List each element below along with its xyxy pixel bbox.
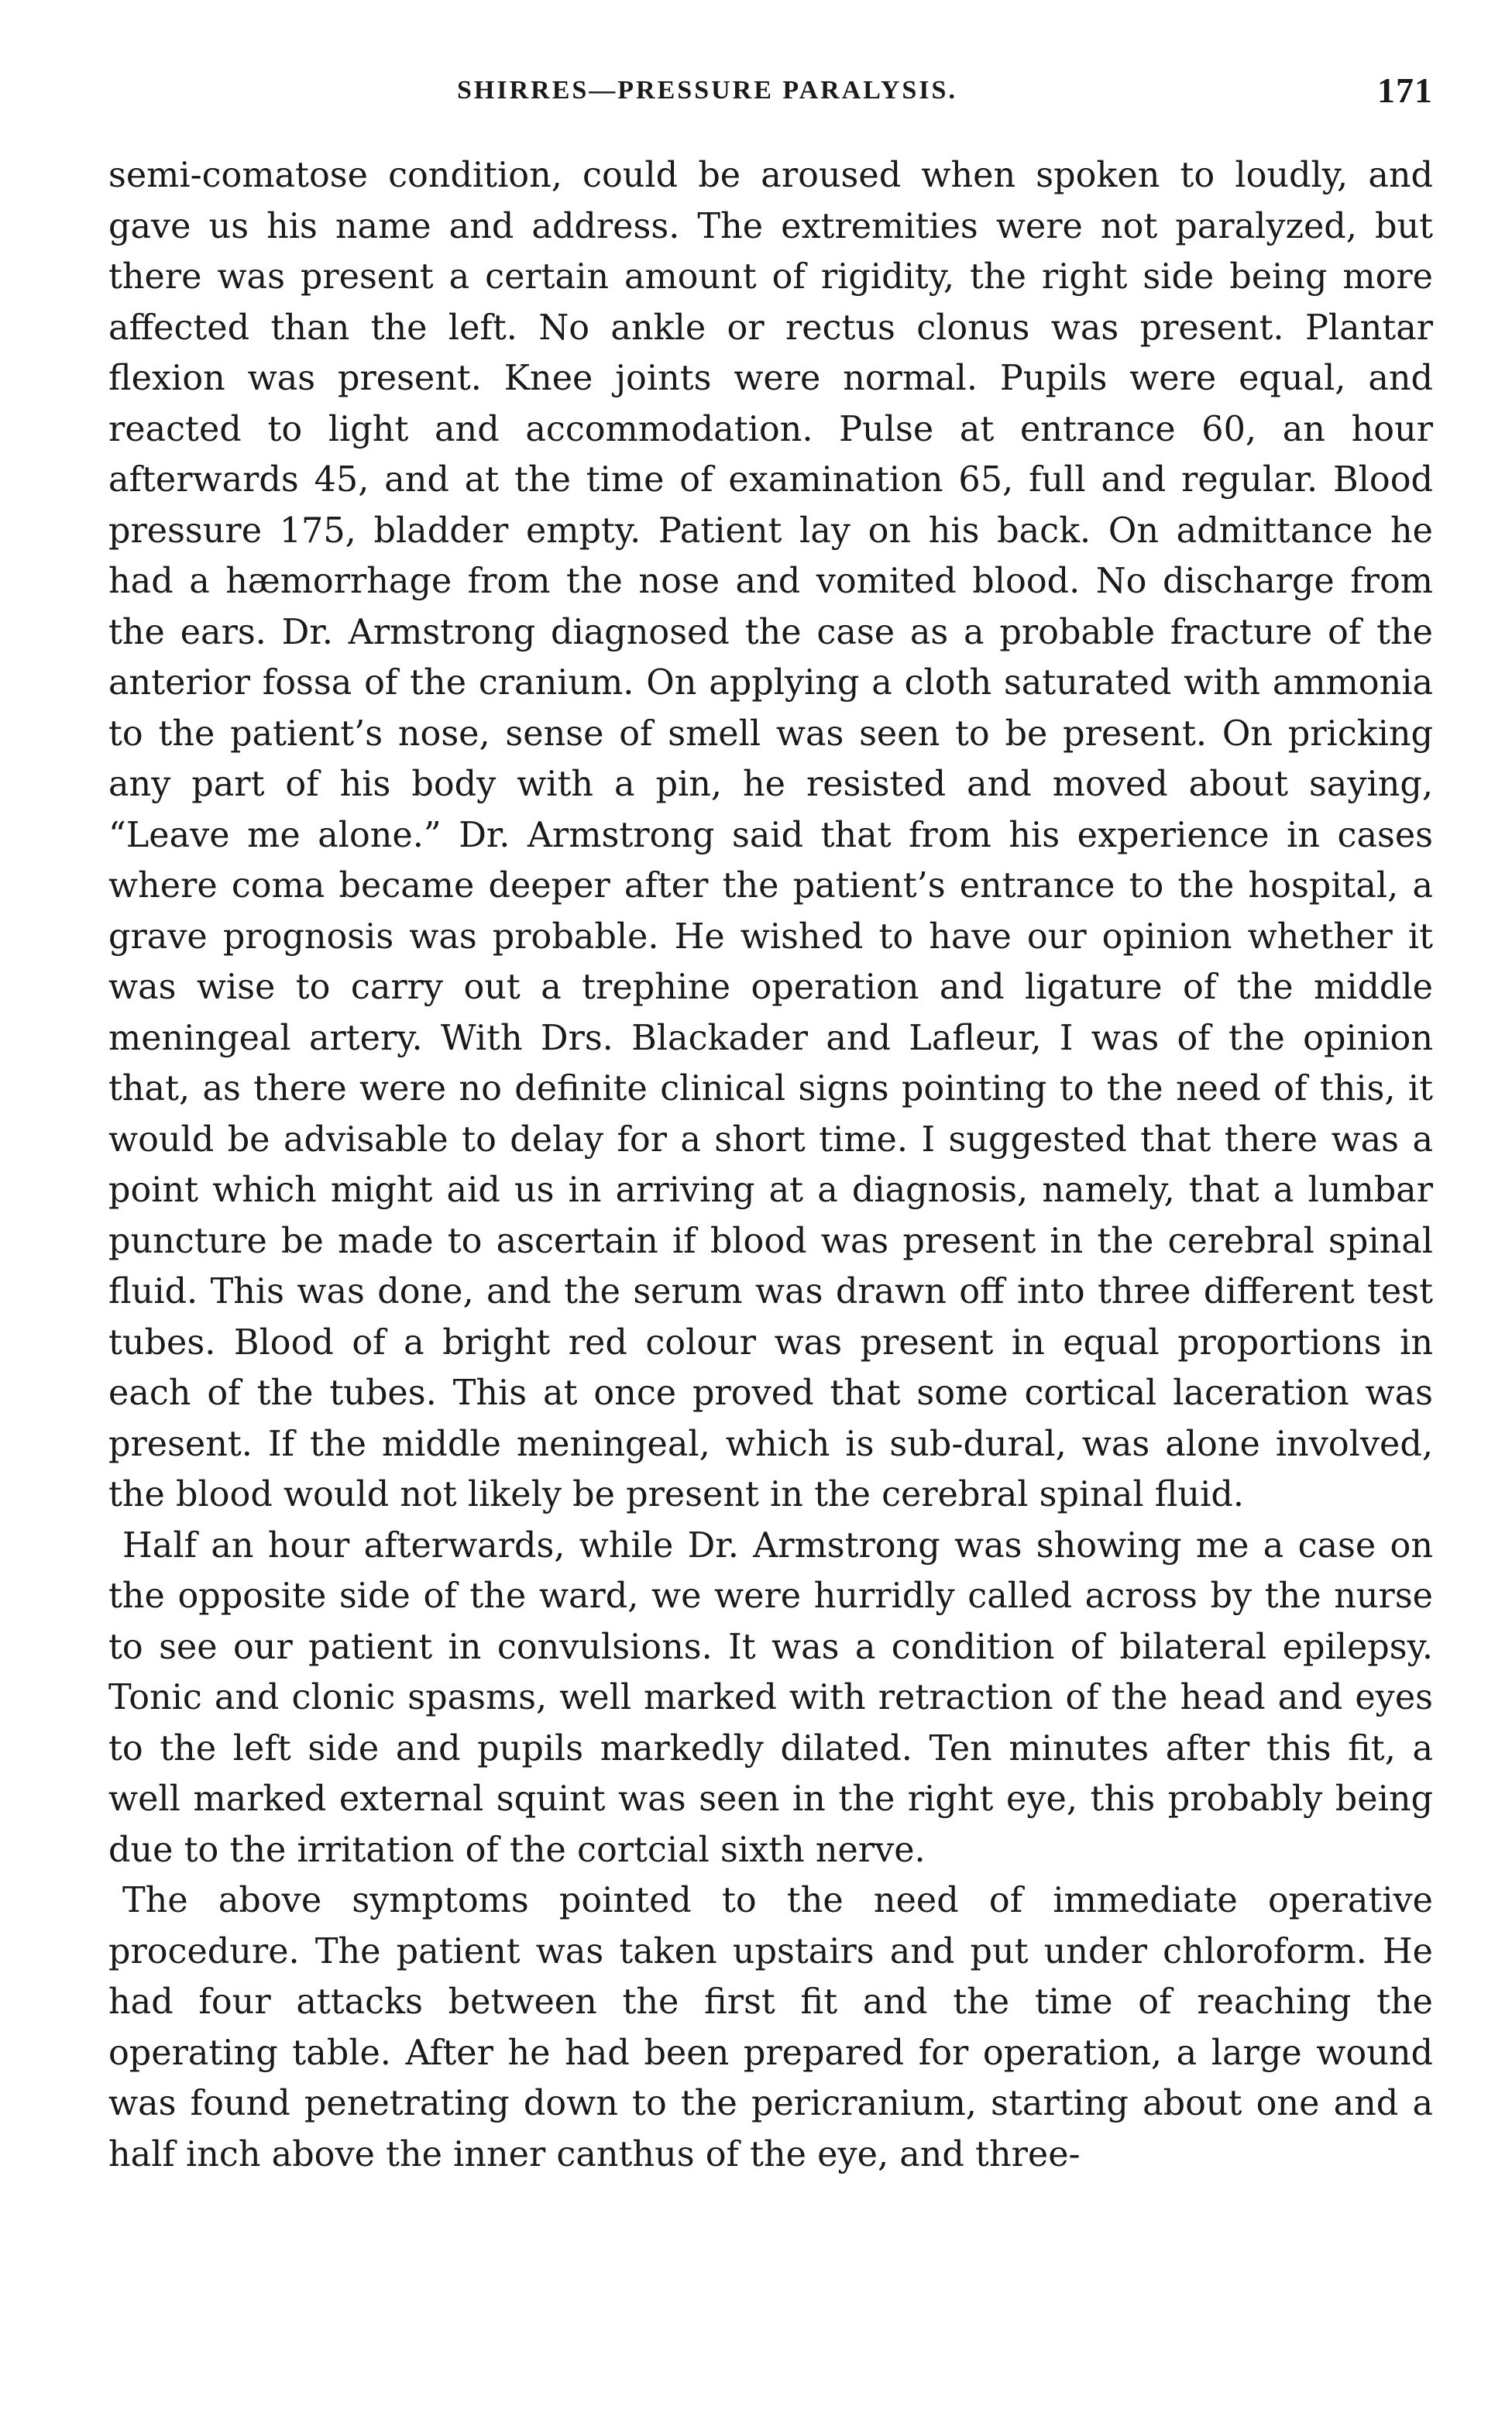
body-text [108,150,1433,2180]
running-title: SHIRRES—PRESSURE PARALYSIS. [457,76,957,105]
document-page [108,70,1433,2180]
page-number: 171 [1377,70,1433,110]
paragraph-1: semi-comatose condition, could be aroused when spoken to loudly, and gave us his name and address. The extremities were not paralyzed, but there was present a certain amount of rigidity, the right side being more affected than the left. No ankle or rectus clonus was present. Plantar flexion was present. Knee joints were normal. Pupils were equal, and reacted to light and accommodation. Pulse at entrance 60, an hour afterwards 45, and at the time of examination 65, full and regular. Blood pressure 175, bladder empty. Patient lay on his back. On admittance he had a hæmorrhage from the nose and vomited blood. No discharge from the ears. Dr. Armstrong diagnosed the case as a probable fracture of the anterior fossa of the cranium. On applying a cloth saturated with ammonia to the patient’s nose, sense of smell was seen to be present. On pricking any part of his body with a pin, he resisted and moved about saying, “Leave me alone.” Dr. Armstrong said that from his experience in cases where coma became deeper after the patient’s entrance to the hospital, a grave prognosis was probable. He wished to have our opinion whether it was wise to carry out a trephine operation and ligature of the middle meningeal artery. With Drs. Blackader and Lafleur, I was of the opinion that, as there were no definite clinical signs pointing to the need of this, it would be advisable to delay for a short time. I suggested that there was a point which might aid us in arriving at a diagnosis, namely, that a lumbar puncture be made to ascertain if blood was present in the cerebral spinal fluid. This was done, and the serum was drawn off into three different test tubes. Blood of a bright red colour was present in equal proportions in each of the tubes. This at once proved that some cortical laceration was present. If the middle meningeal, which is sub-dural, was alone involved, the blood would not likely be present in the cerebral spinal fluid. [108,156,1433,1514]
paragraph-3: The above symptoms pointed to the need of immediate operative procedure. The patient was taken upstairs and put under chloroform. He had four attacks between the first fit and the time of reaching the operating table. After he had been prepared for operation, a large wound was found penetrating down to the pericranium, starting about one and a half inch above the inner canthus of the eye, and three- [108,1881,1433,2174]
running-header [108,70,1433,124]
paragraph-2: Half an hour afterwards, while Dr. Armstrong was showing me a case on the opposite side of the ward, we were hurridly called across by the nurse to see our patient in convulsions. It was a condition of bilateral epilepsy. Tonic and clonic spasms, well marked with retraction of the head and eyes to the left side and pupils markedly dilated. Ten minutes after this fit, a well marked external squint was seen in the right eye, this probably being due to the irritation of the cortcial sixth nerve. [108,1525,1433,1870]
